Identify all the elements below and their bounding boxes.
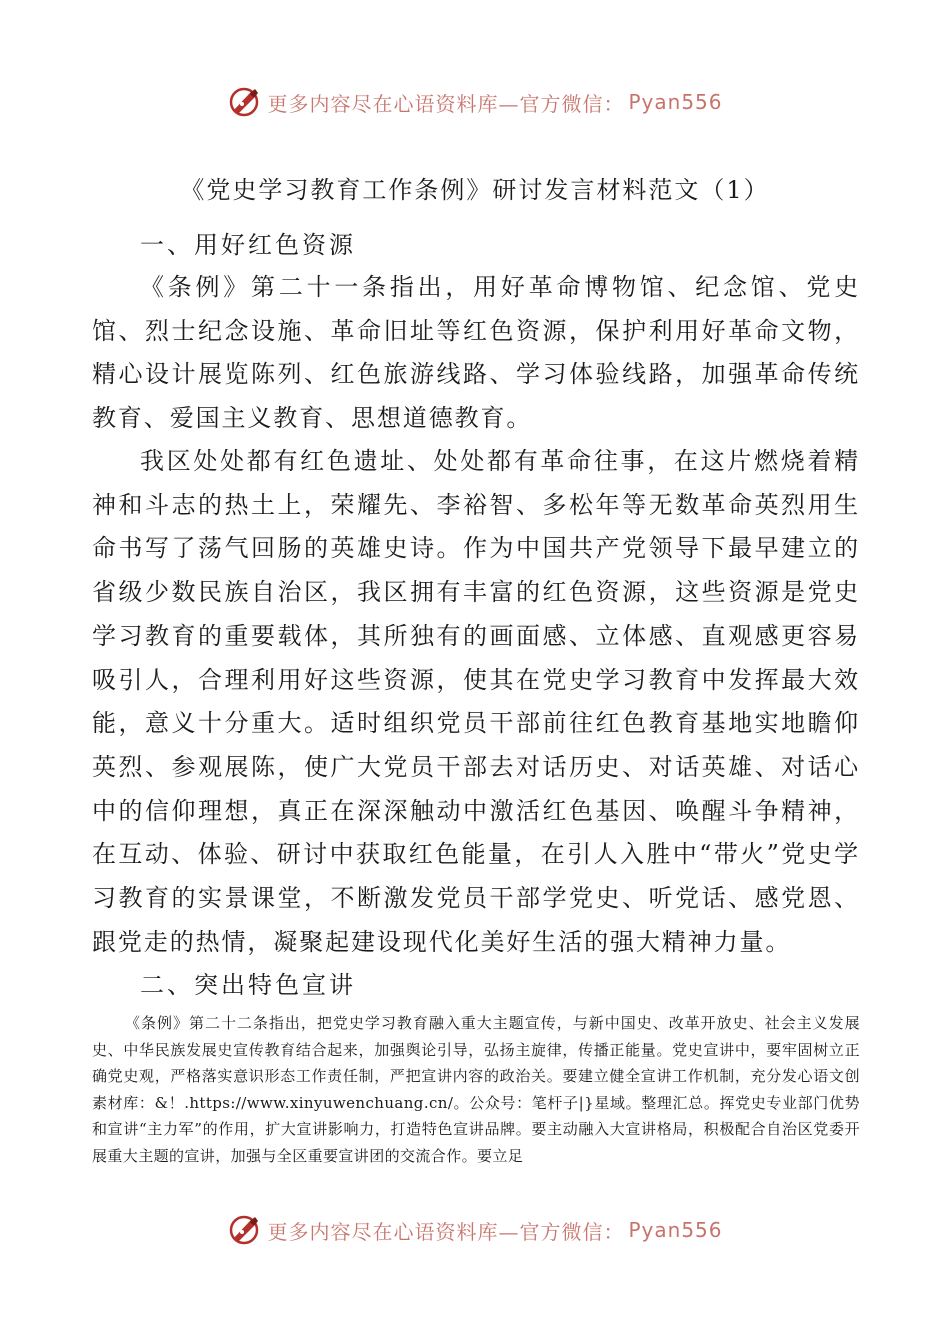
section2-paragraph-1: 《条例》第二十二条指出，把党史学习教育融入重大主题宣传，与新中国史、改革开放史、社会主义发展史、中华民族发展史宣传教育结合起来，加强舆论引导，弘扬主旋律，传播正能量。党史宣讲中，要牢固树立正确党史观，严格落实意识形态工作责任制，严把宣讲内容的政治关。要建立健全宣讲工作机制，充分发心语文创素材库：&！.https://www.xinyuwenchuang.cn/。公众号：笔杆子|}星域。整理汇总。挥党史专业部门优势和宣讲“主力军”的作用，扩大宣讲影响力，打造特色宣讲品牌。要主动融入大宣讲格局，积极配合自治区党委开展重大主题的宣讲，加强与全区重要宣讲团的交流合作。要立足 <box>92 1014 860 1165</box>
section1-paragraph-1: 《条例》第二十一条指出，用好革命博物馆、纪念馆、党史馆、烈士纪念设施、革命旧址等红色资源，保护利用好革命文物，精心设计展览陈列、红色旅游线路、学习体验线路，加强革命传统教育、爱国主义教育、思想道德教育。 <box>92 273 860 433</box>
section1-paragraph-2: 我区处处都有红色遗址、处处都有革命往事，在这片燃烧着精神和斗志的热土上，荣耀先、李裕智、多松年等无数革命英烈用生命书写了荡气回肠的英雄史诗。作为中国共产党领导下最早建立的省级少数民族自治区，我区拥有丰富的红色资源，这些资源是党史学习教育的重要载体，其所独有的画面感、立体感、直观感更容易吸引人，合理利用好这些资源，使其在党史学习教育中发挥最大效能，意义十分重大。适时组织党员干部前往红色教育基地实地瞻仰英烈、参观展陈，使广大党员干部去对话历史、对话英雄、对话心中的信仰理想，真正在深深触动中激活红色基因、唤醒斗争精神，在互动、体验、研讨中获取红色能量，在引人入胜中“带火”党史学习教育的实景课堂，不断激发党员干部学党史、听党话、感党恩、跟党走的热情，凝聚起建设现代化美好生活的强大精神力量。 <box>92 447 860 956</box>
watermark-handle: Pyan556 <box>628 1218 723 1242</box>
document-title: 《党史学习教育工作条例》研讨发言材料范文（1） <box>180 176 770 204</box>
watermark-banner-top <box>0 82 950 122</box>
section-heading-1: 一、用好红色资源 <box>140 231 356 259</box>
pen-nib-logo-icon <box>227 85 261 119</box>
watermark-brand-text: 更多内容尽在心语资料库—官方微信： <box>267 91 625 116</box>
section-heading-2: 二、突出特色宣讲 <box>140 971 356 999</box>
watermark-brand-text: 更多内容尽在心语资料库—官方微信： <box>267 1219 625 1244</box>
pen-nib-logo-icon <box>227 1213 261 1247</box>
watermark-banner-bottom <box>0 1210 950 1250</box>
watermark-handle: Pyan556 <box>628 90 723 114</box>
